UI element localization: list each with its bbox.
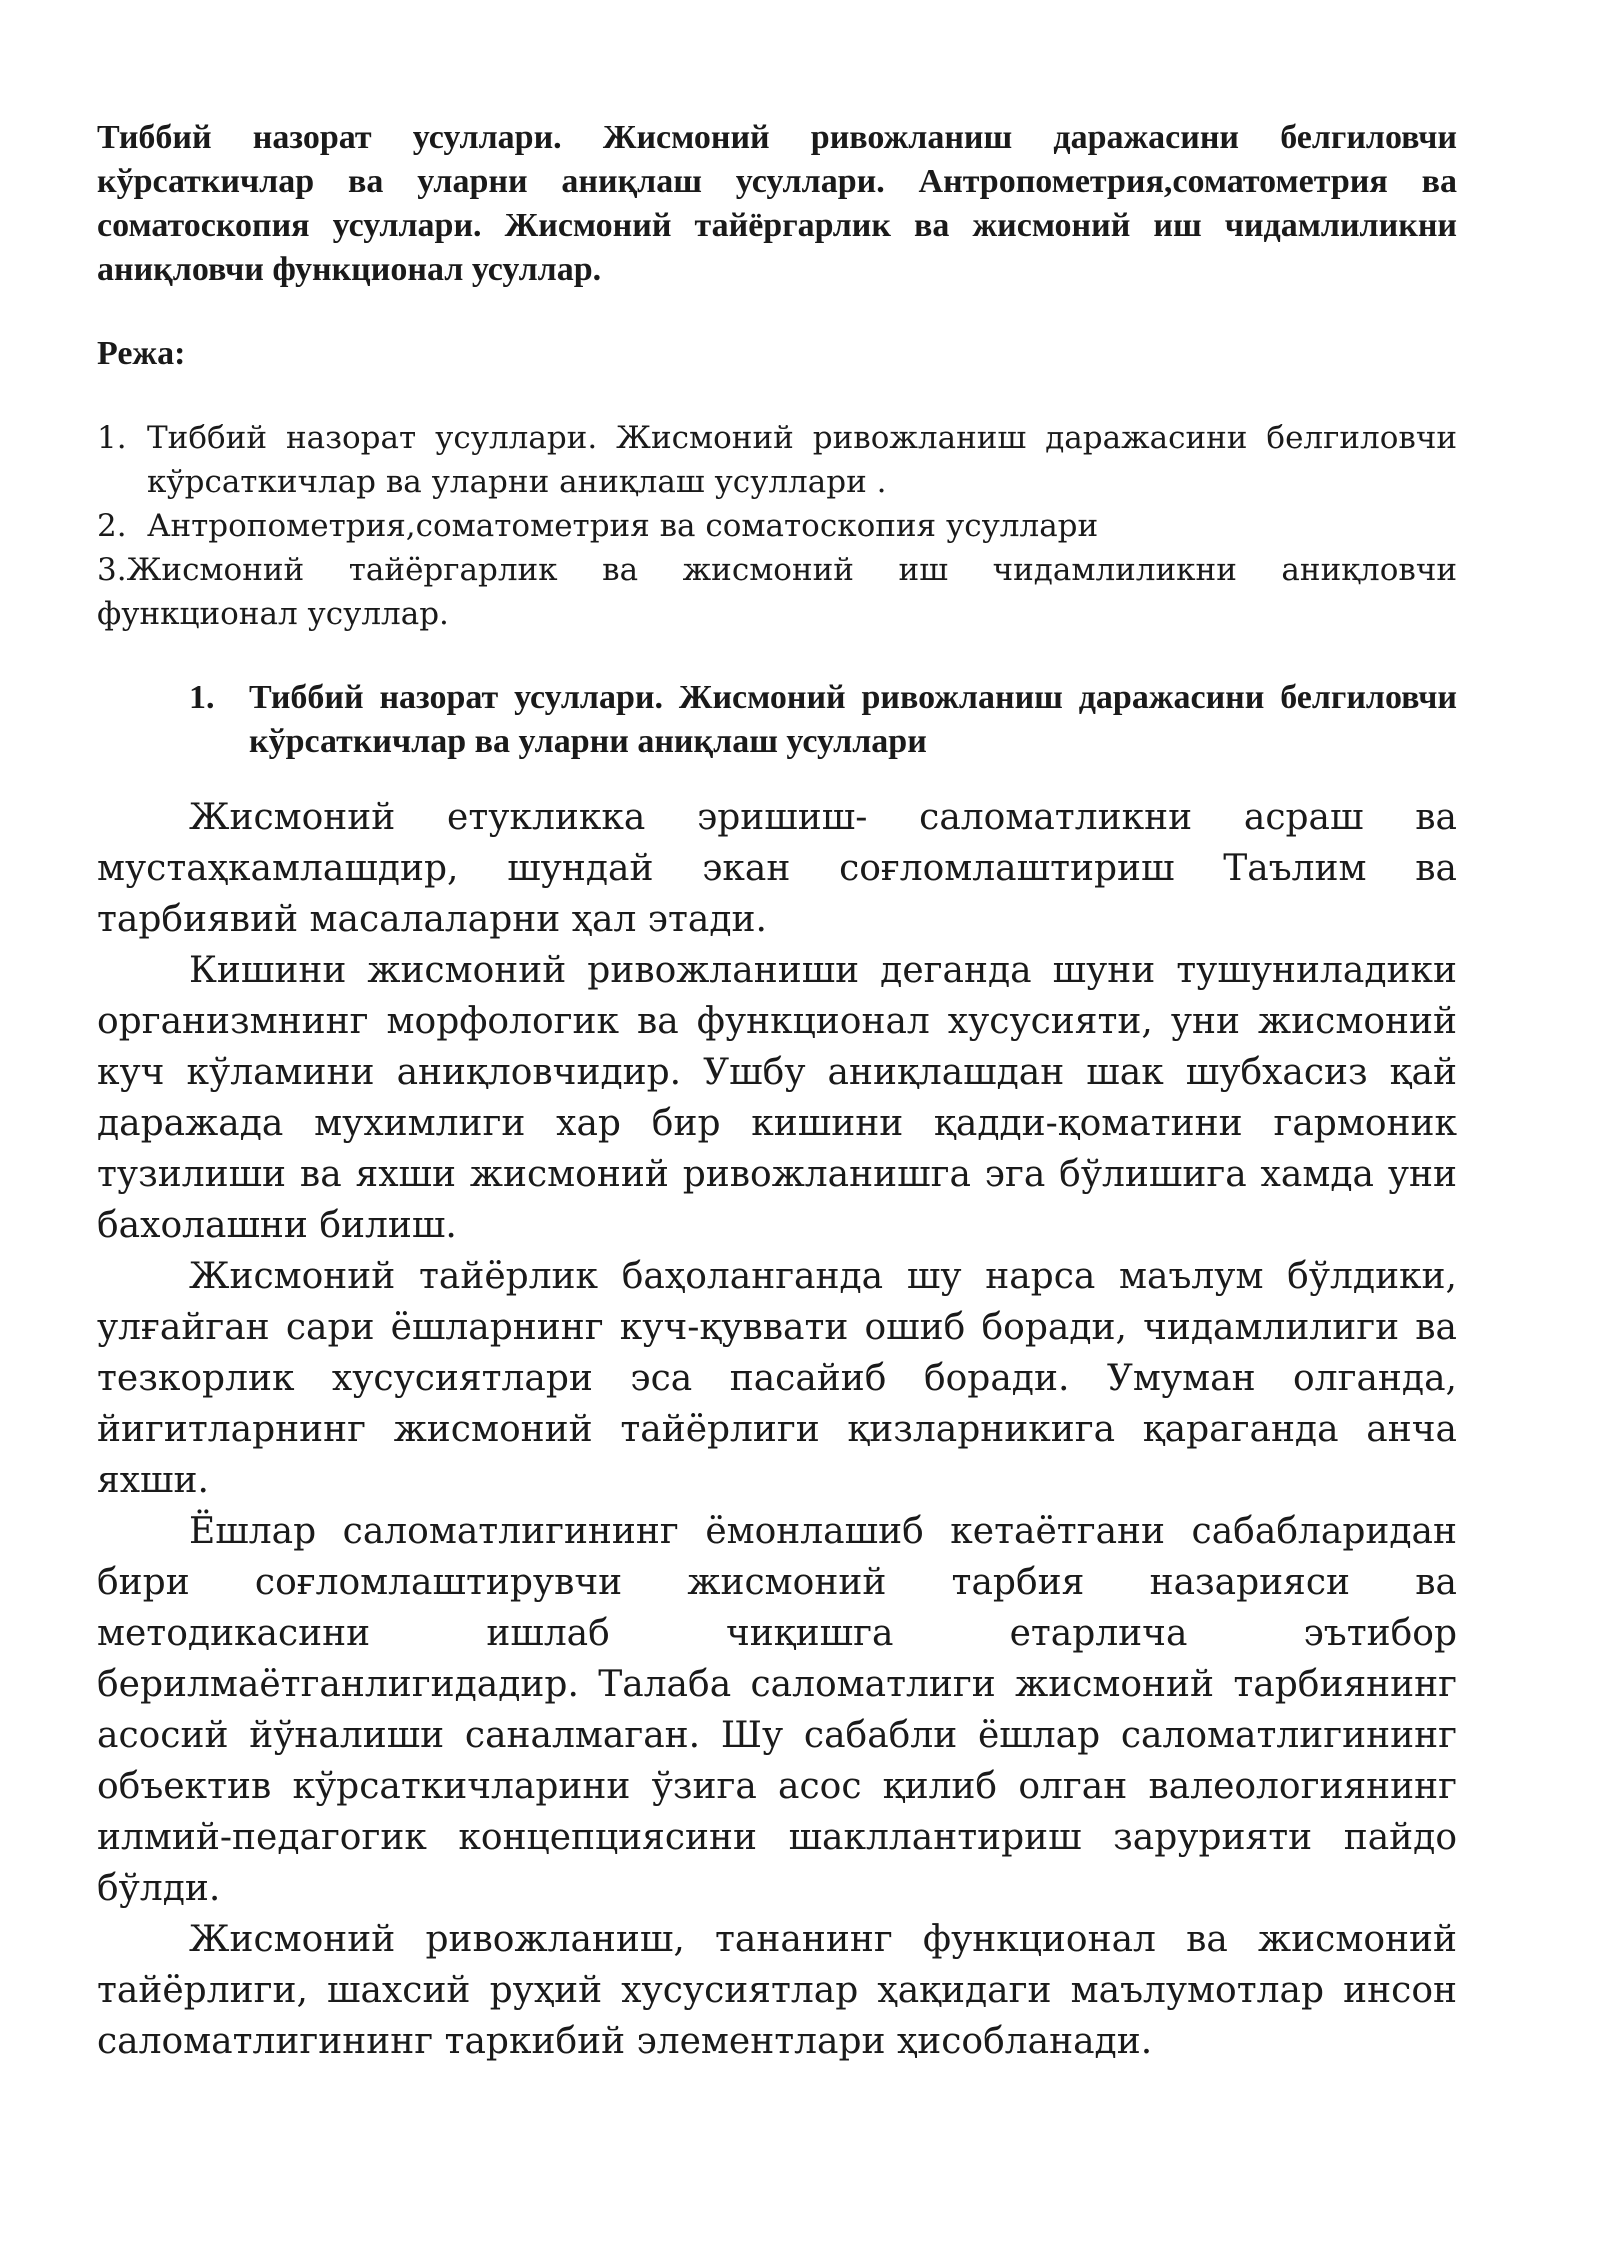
section-number: 1. [189, 679, 215, 716]
plan-item-number: 2. [97, 508, 127, 544]
plan-heading: Режа: [97, 335, 186, 372]
plan-item-3 [97, 548, 1457, 636]
plan-item-text: Антропометрия,соматометрия ва соматоскопия усуллари [147, 508, 1099, 544]
paragraph: Жисмоний етукликка эришиш- саломатликни асраш ва мустаҳкамлашдир, шундай экан соғломлаштириш Таълим ва тарбиявий масалаларни ҳал этади. [97, 797, 1457, 940]
plan-item-text: Тиббий назорат усуллари. Жисмоний ривожланиш даражасини белгиловчи кўрсаткичлар ва уларни аниқлаш усуллари . [147, 420, 1457, 500]
plan-item-number: 1. [97, 420, 127, 456]
body-text [97, 792, 1457, 2067]
paragraph: Кишини жисмоний ривожланиши деганда шуни тушуниладики организмнинг морфологик ва функционал хусусияти, уни жисмоний куч кўламини аниқловчидир. Ушбу аниқлашдан шак шубхасиз қай даражада мухимлиги хар бир кишини қадди-қоматини гармоник тузилиши ва яхши жисмоний ривожланишга эга бўлишига хамда уни бахолашни билиш. [97, 950, 1457, 1246]
paragraph: Жисмоний тайёрлик баҳоланганда шу нарса маълум бўлдики, улғайган сари ёшларнинг куч-қуввати ошиб боради, чидамлилиги ва тезкорлик хусусиятлари эса пасайиб боради. Умуман олганда, йигитларнинг жисмоний тайёрлиги қизларникига қараганда анча яхши. [97, 1256, 1457, 1501]
document-content [97, 116, 1457, 2067]
plan-item-2 [97, 504, 1457, 548]
plan-item-number: 3. [97, 552, 127, 588]
paragraph: Жисмоний ривожланиш, тананинг функционал ва жисмоний тайёрлиги, шахсий руҳий хусусиятлар ҳақидаги маълумотлар инсон саломатлигининг таркибий элементлари ҳисобланади. [97, 1919, 1457, 2062]
plan-item-1 [97, 416, 1457, 504]
plan-list [97, 416, 1457, 636]
paragraph: Ёшлар саломатлигининг ёмонлашиб кетаётгани сабабларидан бири соғломлаштирувчи жисмоний тарбия назарияси ва методикасини ишлаб чиқишга етарлича эътибор берилмаётганлигидадир. Талаба саломатлиги жисмоний тарбиянинг асосий йўналиши саналмаган. Шу сабабли ёшлар саломатлигининг объектив кўрсаткичларини ўзига асос қилиб олган валеологиянинг илмий-педагогик концепциясини шакллантириш зарурияти пайдо бўлди. [97, 1511, 1457, 1909]
plan-item-text: Жисмоний тайёргарлик ва жисмоний иш чидамлиликни аниқловчи функционал усуллар. [97, 552, 1457, 632]
section-heading [189, 676, 1457, 764]
section-heading-text: Тиббий назорат усуллари. Жисмоний ривожланиш даражасини белгиловчи кўрсаткичлар ва уларни аниқлаш усуллари [249, 679, 1457, 760]
document-title: Тиббий назорат усуллари. Жисмоний ривожланиш даражасини белгиловчи кўрсаткичлар ва уларни аниқлаш усуллари. Антропометрия,соматометрия ва соматоскопия усуллари. Жисмоний тайёргарлик ва жисмоний иш чидамлиликни аниқловчи функционал усуллар. [97, 119, 1457, 288]
